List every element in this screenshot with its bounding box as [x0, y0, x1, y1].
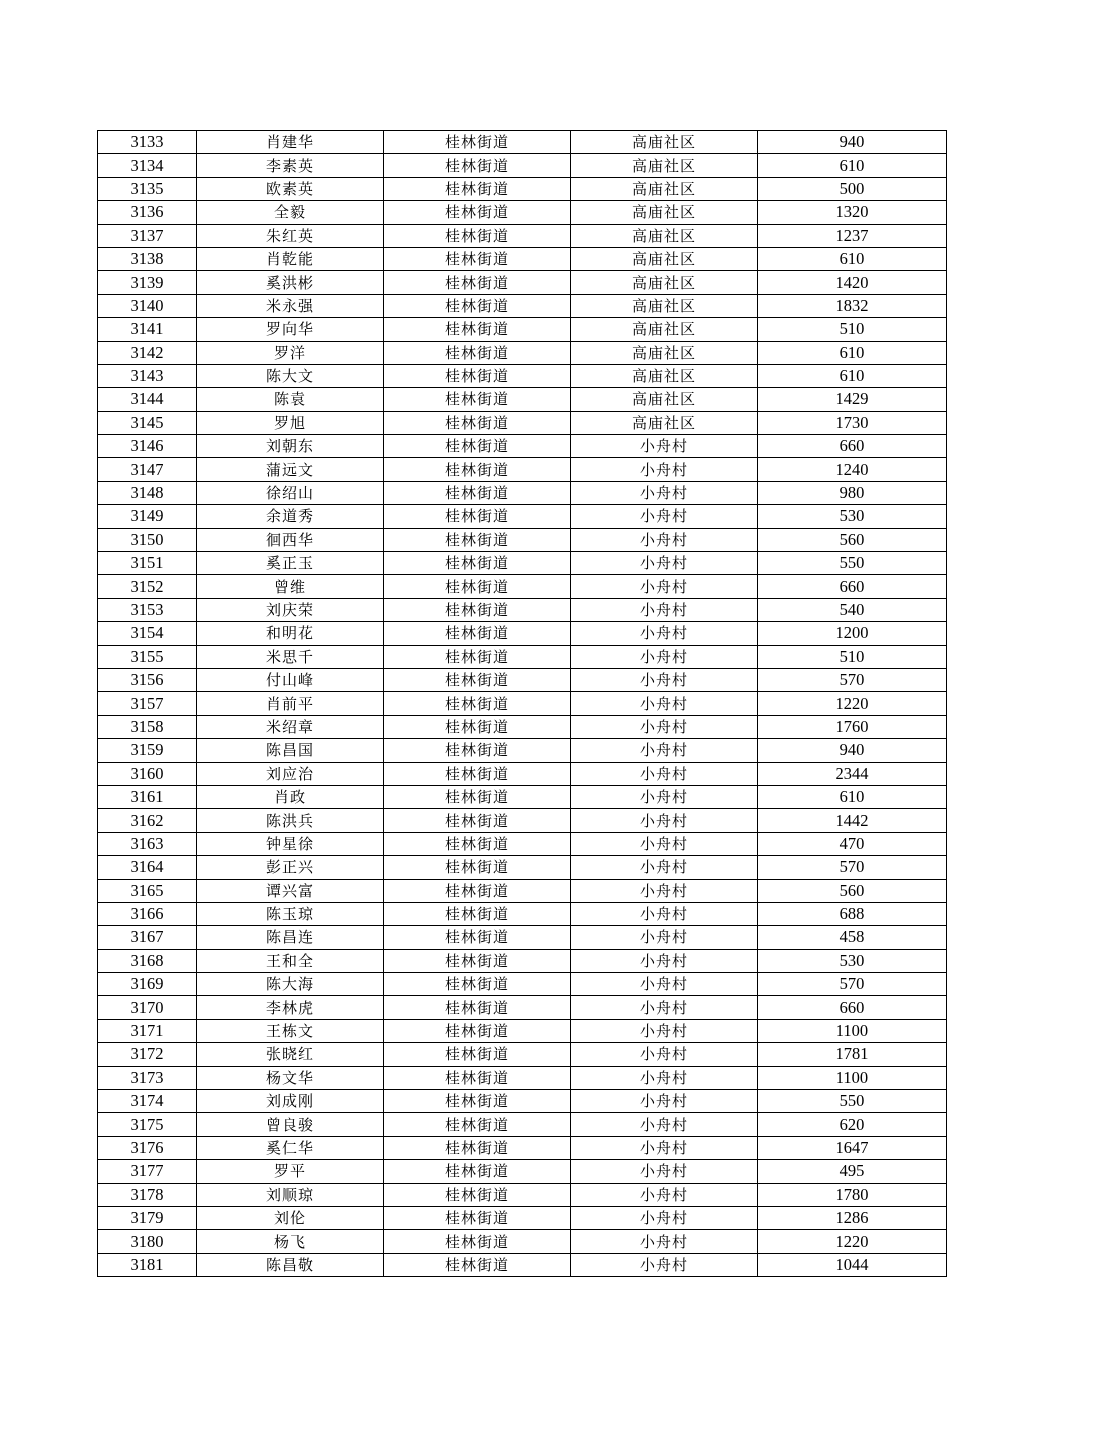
- street-cell: 桂林街道: [384, 645, 571, 668]
- name-cell: 钟星徐: [197, 832, 384, 855]
- community-cell: 小舟村: [571, 1253, 758, 1276]
- row-number-cell: 3164: [98, 856, 197, 879]
- name-cell: 刘庆荣: [197, 598, 384, 621]
- row-number-cell: 3173: [98, 1066, 197, 1089]
- name-cell: 肖乾能: [197, 247, 384, 270]
- name-cell: 奚洪彬: [197, 271, 384, 294]
- row-number-cell: 3152: [98, 575, 197, 598]
- row-number-cell: 3136: [98, 201, 197, 224]
- amount-cell: 510: [758, 318, 947, 341]
- row-number-cell: 3159: [98, 739, 197, 762]
- name-cell: 罗洋: [197, 341, 384, 364]
- street-cell: 桂林街道: [384, 575, 571, 598]
- street-cell: 桂林街道: [384, 949, 571, 972]
- row-number-cell: 3138: [98, 247, 197, 270]
- name-cell: 肖前平: [197, 692, 384, 715]
- name-cell: 张晓红: [197, 1043, 384, 1066]
- name-cell: 王栋文: [197, 1019, 384, 1042]
- table-row: [98, 177, 947, 200]
- row-number-cell: 3144: [98, 388, 197, 411]
- street-cell: 桂林街道: [384, 692, 571, 715]
- street-cell: 桂林街道: [384, 458, 571, 481]
- row-number-cell: 3143: [98, 364, 197, 387]
- name-cell: 徐绍山: [197, 481, 384, 504]
- table-row: [98, 224, 947, 247]
- row-number-cell: 3178: [98, 1183, 197, 1206]
- community-cell: 高庙社区: [571, 411, 758, 434]
- amount-cell: 1780: [758, 1183, 947, 1206]
- amount-cell: 1647: [758, 1136, 947, 1159]
- amount-cell: 458: [758, 926, 947, 949]
- table-row: [98, 1230, 947, 1253]
- street-cell: 桂林街道: [384, 247, 571, 270]
- amount-cell: 2344: [758, 762, 947, 785]
- amount-cell: 570: [758, 973, 947, 996]
- row-number-cell: 3166: [98, 902, 197, 925]
- street-cell: 桂林街道: [384, 739, 571, 762]
- street-cell: 桂林街道: [384, 1230, 571, 1253]
- street-cell: 桂林街道: [384, 177, 571, 200]
- amount-cell: 560: [758, 528, 947, 551]
- table-row: [98, 692, 947, 715]
- community-cell: 小舟村: [571, 785, 758, 808]
- name-cell: 刘伦: [197, 1206, 384, 1229]
- amount-cell: 1200: [758, 622, 947, 645]
- community-cell: 小舟村: [571, 926, 758, 949]
- community-cell: 小舟村: [571, 809, 758, 832]
- street-cell: 桂林街道: [384, 973, 571, 996]
- community-cell: 小舟村: [571, 598, 758, 621]
- table-body: [98, 131, 947, 1277]
- row-number-cell: 3172: [98, 1043, 197, 1066]
- table-row: [98, 481, 947, 504]
- table-row: [98, 809, 947, 832]
- row-number-cell: 3161: [98, 785, 197, 808]
- name-cell: 肖建华: [197, 131, 384, 154]
- street-cell: 桂林街道: [384, 224, 571, 247]
- community-cell: 小舟村: [571, 1019, 758, 1042]
- row-number-cell: 3174: [98, 1090, 197, 1113]
- table-row: [98, 598, 947, 621]
- amount-cell: 1100: [758, 1066, 947, 1089]
- name-cell: 陈昌连: [197, 926, 384, 949]
- table-row: [98, 762, 947, 785]
- row-number-cell: 3155: [98, 645, 197, 668]
- amount-cell: 1100: [758, 1019, 947, 1042]
- name-cell: 和明花: [197, 622, 384, 645]
- table-row: [98, 271, 947, 294]
- table-row: [98, 1043, 947, 1066]
- table-row: [98, 247, 947, 270]
- community-cell: 小舟村: [571, 622, 758, 645]
- name-cell: 奚仁华: [197, 1136, 384, 1159]
- name-cell: 杨飞: [197, 1230, 384, 1253]
- name-cell: 全毅: [197, 201, 384, 224]
- amount-cell: 510: [758, 645, 947, 668]
- community-cell: 小舟村: [571, 481, 758, 504]
- amount-cell: 980: [758, 481, 947, 504]
- amount-cell: 1240: [758, 458, 947, 481]
- name-cell: 罗旭: [197, 411, 384, 434]
- community-cell: 小舟村: [571, 1206, 758, 1229]
- amount-cell: 1420: [758, 271, 947, 294]
- table-row: [98, 902, 947, 925]
- name-cell: 刘朝东: [197, 435, 384, 458]
- row-number-cell: 3146: [98, 435, 197, 458]
- street-cell: 桂林街道: [384, 294, 571, 317]
- name-cell: 刘成刚: [197, 1090, 384, 1113]
- row-number-cell: 3153: [98, 598, 197, 621]
- street-cell: 桂林街道: [384, 996, 571, 1019]
- amount-cell: 550: [758, 552, 947, 575]
- community-cell: 高庙社区: [571, 131, 758, 154]
- amount-cell: 530: [758, 505, 947, 528]
- community-cell: 小舟村: [571, 1090, 758, 1113]
- table-row: [98, 856, 947, 879]
- name-cell: 米思千: [197, 645, 384, 668]
- street-cell: 桂林街道: [384, 715, 571, 738]
- name-cell: 杨文华: [197, 1066, 384, 1089]
- table-row: [98, 949, 947, 972]
- street-cell: 桂林街道: [384, 1113, 571, 1136]
- table-row: [98, 154, 947, 177]
- community-cell: 小舟村: [571, 996, 758, 1019]
- amount-cell: 688: [758, 902, 947, 925]
- table-row: [98, 388, 947, 411]
- row-number-cell: 3162: [98, 809, 197, 832]
- table-row: [98, 1183, 947, 1206]
- street-cell: 桂林街道: [384, 668, 571, 691]
- amount-cell: 610: [758, 341, 947, 364]
- amount-cell: 570: [758, 856, 947, 879]
- amount-cell: 610: [758, 364, 947, 387]
- row-number-cell: 3165: [98, 879, 197, 902]
- community-cell: 小舟村: [571, 1136, 758, 1159]
- street-cell: 桂林街道: [384, 131, 571, 154]
- community-cell: 高庙社区: [571, 224, 758, 247]
- amount-cell: 570: [758, 668, 947, 691]
- row-number-cell: 3142: [98, 341, 197, 364]
- street-cell: 桂林街道: [384, 926, 571, 949]
- community-cell: 高庙社区: [571, 154, 758, 177]
- street-cell: 桂林街道: [384, 411, 571, 434]
- row-number-cell: 3147: [98, 458, 197, 481]
- community-cell: 高庙社区: [571, 364, 758, 387]
- street-cell: 桂林街道: [384, 528, 571, 551]
- street-cell: 桂林街道: [384, 201, 571, 224]
- table-row: [98, 785, 947, 808]
- row-number-cell: 3137: [98, 224, 197, 247]
- name-cell: 王和全: [197, 949, 384, 972]
- row-number-cell: 3141: [98, 318, 197, 341]
- row-number-cell: 3134: [98, 154, 197, 177]
- name-cell: 彭正兴: [197, 856, 384, 879]
- community-cell: 小舟村: [571, 879, 758, 902]
- name-cell: 刘顺琼: [197, 1183, 384, 1206]
- name-cell: 罗向华: [197, 318, 384, 341]
- row-number-cell: 3176: [98, 1136, 197, 1159]
- name-cell: 曾良骏: [197, 1113, 384, 1136]
- amount-cell: 940: [758, 131, 947, 154]
- table-row: [98, 341, 947, 364]
- community-cell: 高庙社区: [571, 177, 758, 200]
- name-cell: 陈玉琼: [197, 902, 384, 925]
- table-row: [98, 458, 947, 481]
- street-cell: 桂林街道: [384, 481, 571, 504]
- row-number-cell: 3163: [98, 832, 197, 855]
- street-cell: 桂林街道: [384, 154, 571, 177]
- row-number-cell: 3148: [98, 481, 197, 504]
- amount-cell: 530: [758, 949, 947, 972]
- name-cell: 李素英: [197, 154, 384, 177]
- name-cell: 欧素英: [197, 177, 384, 200]
- street-cell: 桂林街道: [384, 856, 571, 879]
- name-cell: 刘应治: [197, 762, 384, 785]
- name-cell: 陈昌国: [197, 739, 384, 762]
- name-cell: 陈袁: [197, 388, 384, 411]
- community-cell: 小舟村: [571, 902, 758, 925]
- amount-cell: 1220: [758, 1230, 947, 1253]
- name-cell: 李林虎: [197, 996, 384, 1019]
- street-cell: 桂林街道: [384, 879, 571, 902]
- street-cell: 桂林街道: [384, 762, 571, 785]
- amount-cell: 560: [758, 879, 947, 902]
- community-cell: 小舟村: [571, 458, 758, 481]
- row-number-cell: 3168: [98, 949, 197, 972]
- street-cell: 桂林街道: [384, 785, 571, 808]
- name-cell: 米绍章: [197, 715, 384, 738]
- name-cell: 米永强: [197, 294, 384, 317]
- table-row: [98, 1066, 947, 1089]
- street-cell: 桂林街道: [384, 1206, 571, 1229]
- table-row: [98, 1090, 947, 1113]
- amount-cell: 495: [758, 1160, 947, 1183]
- community-cell: 小舟村: [571, 762, 758, 785]
- community-cell: 小舟村: [571, 973, 758, 996]
- table-row: [98, 575, 947, 598]
- amount-cell: 550: [758, 1090, 947, 1113]
- row-number-cell: 3145: [98, 411, 197, 434]
- table-row: [98, 411, 947, 434]
- name-cell: 蒲远文: [197, 458, 384, 481]
- row-number-cell: 3167: [98, 926, 197, 949]
- table-row: [98, 528, 947, 551]
- community-cell: 小舟村: [571, 1043, 758, 1066]
- row-number-cell: 3140: [98, 294, 197, 317]
- row-number-cell: 3156: [98, 668, 197, 691]
- table-row: [98, 1113, 947, 1136]
- street-cell: 桂林街道: [384, 902, 571, 925]
- community-cell: 小舟村: [571, 552, 758, 575]
- community-cell: 高庙社区: [571, 341, 758, 364]
- amount-cell: 1429: [758, 388, 947, 411]
- street-cell: 桂林街道: [384, 1043, 571, 1066]
- row-number-cell: 3133: [98, 131, 197, 154]
- row-number-cell: 3181: [98, 1253, 197, 1276]
- row-number-cell: 3149: [98, 505, 197, 528]
- street-cell: 桂林街道: [384, 364, 571, 387]
- data-table: [97, 130, 947, 1277]
- community-cell: 高庙社区: [571, 318, 758, 341]
- table-row: [98, 552, 947, 575]
- amount-cell: 1442: [758, 809, 947, 832]
- row-number-cell: 3171: [98, 1019, 197, 1042]
- name-cell: 陈大文: [197, 364, 384, 387]
- name-cell: 付山峰: [197, 668, 384, 691]
- community-cell: 高庙社区: [571, 271, 758, 294]
- table-row: [98, 318, 947, 341]
- amount-cell: 1220: [758, 692, 947, 715]
- street-cell: 桂林街道: [384, 1066, 571, 1089]
- community-cell: 高庙社区: [571, 201, 758, 224]
- name-cell: 罗平: [197, 1160, 384, 1183]
- amount-cell: 500: [758, 177, 947, 200]
- street-cell: 桂林街道: [384, 1160, 571, 1183]
- street-cell: 桂林街道: [384, 809, 571, 832]
- street-cell: 桂林街道: [384, 1253, 571, 1276]
- street-cell: 桂林街道: [384, 1183, 571, 1206]
- row-number-cell: 3150: [98, 528, 197, 551]
- row-number-cell: 3175: [98, 1113, 197, 1136]
- table-row: [98, 201, 947, 224]
- table-row: [98, 926, 947, 949]
- community-cell: 小舟村: [571, 505, 758, 528]
- street-cell: 桂林街道: [384, 1090, 571, 1113]
- table-row: [98, 1160, 947, 1183]
- row-number-cell: 3139: [98, 271, 197, 294]
- amount-cell: 1730: [758, 411, 947, 434]
- row-number-cell: 3179: [98, 1206, 197, 1229]
- name-cell: 陈昌敬: [197, 1253, 384, 1276]
- street-cell: 桂林街道: [384, 1019, 571, 1042]
- table-row: [98, 131, 947, 154]
- row-number-cell: 3154: [98, 622, 197, 645]
- community-cell: 小舟村: [571, 1066, 758, 1089]
- table-row: [98, 294, 947, 317]
- table-row: [98, 973, 947, 996]
- name-cell: 奚正玉: [197, 552, 384, 575]
- amount-cell: 1760: [758, 715, 947, 738]
- row-number-cell: 3157: [98, 692, 197, 715]
- community-cell: 小舟村: [571, 949, 758, 972]
- community-cell: 小舟村: [571, 435, 758, 458]
- row-number-cell: 3170: [98, 996, 197, 1019]
- row-number-cell: 3169: [98, 973, 197, 996]
- community-cell: 小舟村: [571, 1230, 758, 1253]
- amount-cell: 470: [758, 832, 947, 855]
- table-row: [98, 645, 947, 668]
- amount-cell: 610: [758, 247, 947, 270]
- table-row: [98, 364, 947, 387]
- amount-cell: 660: [758, 575, 947, 598]
- amount-cell: 1286: [758, 1206, 947, 1229]
- amount-cell: 1237: [758, 224, 947, 247]
- table-row: [98, 879, 947, 902]
- name-cell: 徊西华: [197, 528, 384, 551]
- community-cell: 小舟村: [571, 1113, 758, 1136]
- amount-cell: 1832: [758, 294, 947, 317]
- row-number-cell: 3158: [98, 715, 197, 738]
- amount-cell: 620: [758, 1113, 947, 1136]
- table-row: [98, 1206, 947, 1229]
- street-cell: 桂林街道: [384, 388, 571, 411]
- amount-cell: 1044: [758, 1253, 947, 1276]
- row-number-cell: 3180: [98, 1230, 197, 1253]
- community-cell: 高庙社区: [571, 294, 758, 317]
- street-cell: 桂林街道: [384, 435, 571, 458]
- street-cell: 桂林街道: [384, 341, 571, 364]
- community-cell: 小舟村: [571, 1160, 758, 1183]
- community-cell: 小舟村: [571, 715, 758, 738]
- street-cell: 桂林街道: [384, 622, 571, 645]
- table-row: [98, 1136, 947, 1159]
- amount-cell: 940: [758, 739, 947, 762]
- table-row: [98, 715, 947, 738]
- community-cell: 小舟村: [571, 575, 758, 598]
- name-cell: 谭兴富: [197, 879, 384, 902]
- row-number-cell: 3135: [98, 177, 197, 200]
- community-cell: 小舟村: [571, 528, 758, 551]
- name-cell: 朱红英: [197, 224, 384, 247]
- name-cell: 余道秀: [197, 505, 384, 528]
- street-cell: 桂林街道: [384, 832, 571, 855]
- table-row: [98, 1019, 947, 1042]
- name-cell: 陈大海: [197, 973, 384, 996]
- community-cell: 小舟村: [571, 832, 758, 855]
- table-row: [98, 996, 947, 1019]
- street-cell: 桂林街道: [384, 598, 571, 621]
- community-cell: 小舟村: [571, 692, 758, 715]
- community-cell: 小舟村: [571, 856, 758, 879]
- amount-cell: 660: [758, 996, 947, 1019]
- street-cell: 桂林街道: [384, 505, 571, 528]
- community-cell: 小舟村: [571, 668, 758, 691]
- amount-cell: 610: [758, 785, 947, 808]
- row-number-cell: 3160: [98, 762, 197, 785]
- amount-cell: 1320: [758, 201, 947, 224]
- row-number-cell: 3177: [98, 1160, 197, 1183]
- street-cell: 桂林街道: [384, 1136, 571, 1159]
- name-cell: 曾维: [197, 575, 384, 598]
- amount-cell: 1781: [758, 1043, 947, 1066]
- amount-cell: 540: [758, 598, 947, 621]
- table-row: [98, 622, 947, 645]
- table-row: [98, 1253, 947, 1276]
- amount-cell: 610: [758, 154, 947, 177]
- community-cell: 高庙社区: [571, 247, 758, 270]
- name-cell: 肖政: [197, 785, 384, 808]
- street-cell: 桂林街道: [384, 271, 571, 294]
- street-cell: 桂林街道: [384, 318, 571, 341]
- table-row: [98, 739, 947, 762]
- community-cell: 高庙社区: [571, 388, 758, 411]
- table-row: [98, 435, 947, 458]
- name-cell: 陈洪兵: [197, 809, 384, 832]
- amount-cell: 660: [758, 435, 947, 458]
- street-cell: 桂林街道: [384, 552, 571, 575]
- community-cell: 小舟村: [571, 1183, 758, 1206]
- row-number-cell: 3151: [98, 552, 197, 575]
- table-row: [98, 668, 947, 691]
- table-row: [98, 505, 947, 528]
- community-cell: 小舟村: [571, 739, 758, 762]
- community-cell: 小舟村: [571, 645, 758, 668]
- table-row: [98, 832, 947, 855]
